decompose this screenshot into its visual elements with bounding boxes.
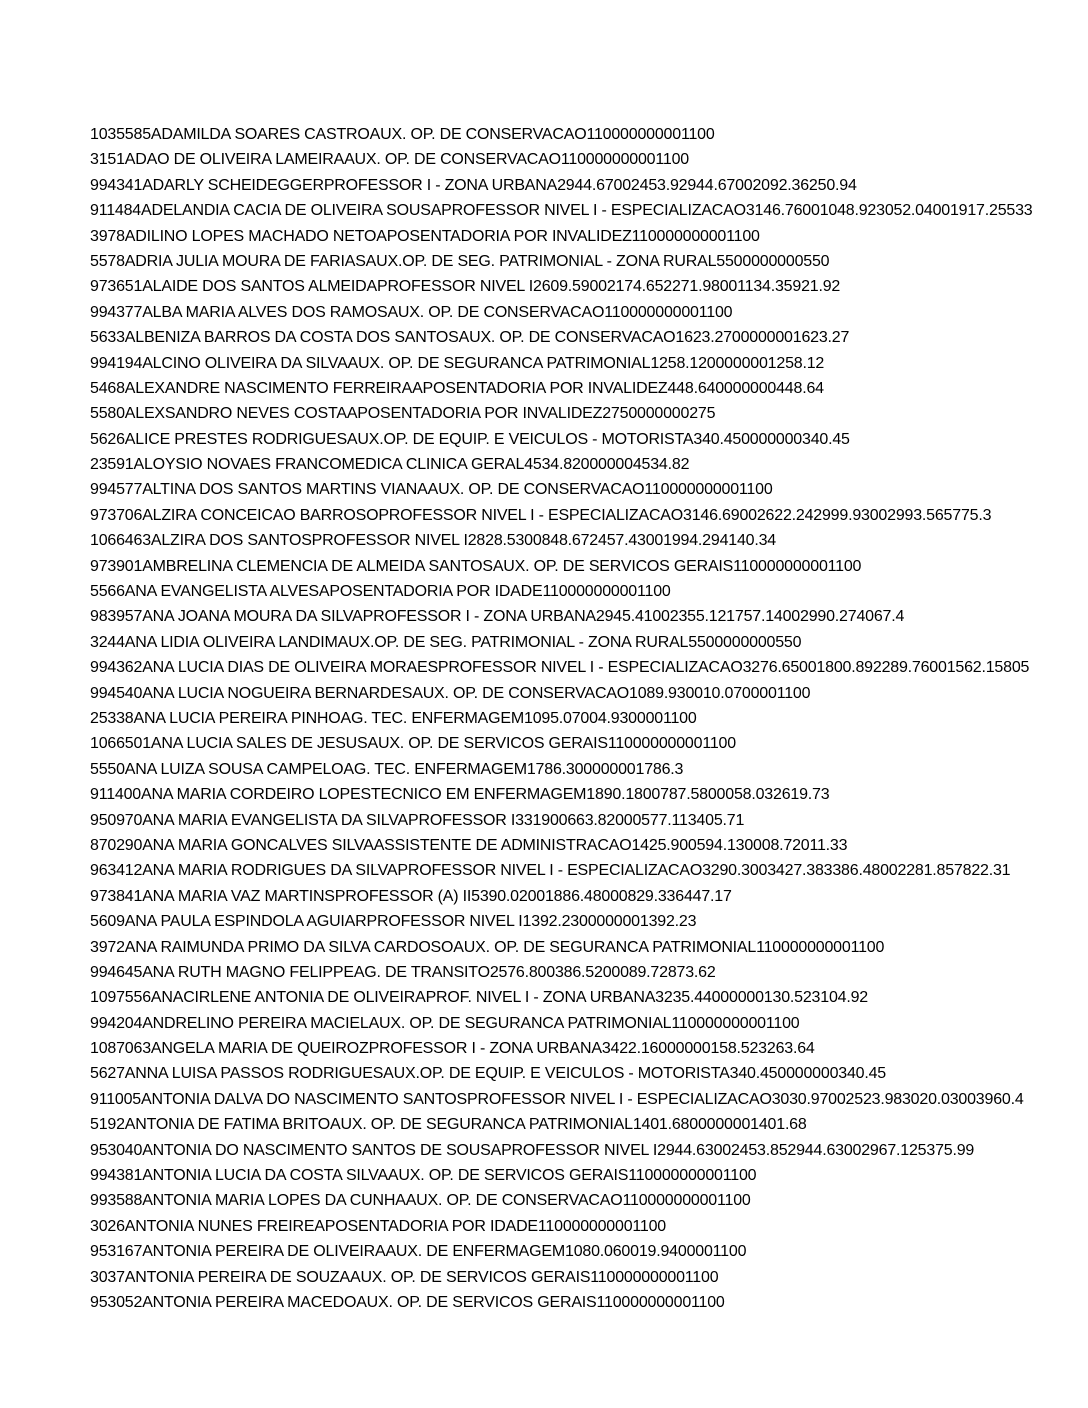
document-line: 994204ANDRELINO PEREIRA MACIELAUX. OP. DE SEGURANCA PATRIMONIAL110000000001100 — [90, 1014, 800, 1032]
document-line: 994194ALCINO OLIVEIRA DA SILVAAUX. OP. DE SEGURANCA PATRIMONIAL1258.1200000001258.12 — [90, 354, 825, 372]
document-line: 5627ANNA LUISA PASSOS RODRIGUESAUX.OP. DE EQUIP. E VEICULOS - MOTORISTA340.450000000340.45 — [90, 1065, 887, 1083]
document-line: 3978ADILINO LOPES MACHADO NETOAPOSENTADORIA POR INVALIDEZ110000000001100 — [90, 227, 760, 245]
document-line: 3244ANA LIDIA OLIVEIRA LANDIMAUX.OP. DE SEG. PATRIMONIAL - ZONA RURAL5500000000550 — [90, 633, 802, 651]
document-text-block — [90, 122, 1088, 1315]
document-line: 5633ALBENIZA BARROS DA COSTA DOS SANTOSAUX. OP. DE CONSERVACAO1623.2700000001623.27 — [90, 329, 850, 347]
document-line: 1035585ADAMILDA SOARES CASTROAUX. OP. DE CONSERVACAO110000000001100 — [90, 126, 715, 143]
document-line: 994540ANA LUCIA NOGUEIRA BERNARDESAUX. OP. DE CONSERVACAO1089.930010.0700001100 — [90, 684, 811, 702]
document-line: 973651ALAIDE DOS SANTOS ALMEIDAPROFESSOR NIVEL I2609.59002174.652271.98001134.35921.92 — [90, 278, 841, 296]
document-line: 1066501ANA LUCIA SALES DE JESUSAUX. OP. DE SERVICOS GERAIS110000000001100 — [90, 735, 736, 753]
document-line: 994362ANA LUCIA DIAS DE OLIVEIRA MORAESPROFESSOR NIVEL I - ESPECIALIZACAO3276.65001800.892289.76001562.15805 — [90, 659, 1030, 677]
document-line: 5566ANA EVANGELISTA ALVESAPOSENTADORIA POR IDADE110000000001100 — [90, 583, 671, 601]
document-line: 3972ANA RAIMUNDA PRIMO DA SILVA CARDOSOAUX. OP. DE SEGURANCA PATRIMONIAL110000000001100 — [90, 938, 885, 956]
document-line: 911005ANTONIA DALVA DO NASCIMENTO SANTOSPROFESSOR NIVEL I - ESPECIALIZACAO3030.97002523.983020.03003960.4 — [90, 1090, 1024, 1108]
document-line: 973901AMBRELINA CLEMENCIA DE ALMEIDA SANTOSAUX. OP. DE SERVICOS GERAIS110000000001100 — [90, 557, 862, 575]
document-line: 5468ALEXANDRE NASCIMENTO FERREIRAAPOSENTADORIA POR INVALIDEZ448.640000000448.64 — [90, 379, 824, 397]
document-line: 5580ALEXSANDRO NEVES COSTAAPOSENTADORIA POR INVALIDEZ2750000000275 — [90, 405, 716, 423]
document-line: 5550ANA LUIZA SOUSA CAMPELOAG. TEC. ENFERMAGEM1786.300000001786.3 — [90, 760, 684, 778]
document-line: 953040ANTONIA DO NASCIMENTO SANTOS DE SOUSAPROFESSOR NIVEL I2944.63002453.852944.63002967.125375.99 — [90, 1141, 975, 1159]
document-line: 911400ANA MARIA CORDEIRO LOPESTECNICO EM ENFERMAGEM1890.1800787.5800058.032619.73 — [90, 786, 830, 804]
document-line: 963412ANA MARIA RODRIGUES DA SILVAPROFESSOR NIVEL I - ESPECIALIZACAO3290.3003427.383386.48002281.857822.31 — [90, 862, 1011, 880]
document-line: 973841ANA MARIA VAZ MARTINSPROFESSOR (A) II5390.02001886.48000829.336447.17 — [90, 887, 732, 905]
document-line: 870290ANA MARIA GONCALVES SILVAASSISTENTE DE ADMINISTRACAO1425.900594.130008.72011.33 — [90, 836, 848, 854]
document-line: 994577ALTINA DOS SANTOS MARTINS VIANAAUX. OP. DE CONSERVACAO110000000001100 — [90, 481, 773, 499]
document-line: 3026ANTONIA NUNES FREIREAPOSENTADORIA POR IDADE110000000001100 — [90, 1217, 667, 1235]
document-line: 950970ANA MARIA EVANGELISTA DA SILVAPROFESSOR I331900663.82000577.113405.71 — [90, 811, 745, 829]
document-line: 994377ALBA MARIA ALVES DOS RAMOSAUX. OP. DE CONSERVACAO110000000001100 — [90, 303, 733, 321]
document-line: 994645ANA RUTH MAGNO FELIPPEAG. DE TRANSITO2576.800386.5200089.72873.62 — [90, 963, 716, 981]
document-line: 1087063ANGELA MARIA DE QUEIROZPROFESSOR I - ZONA URBANA3422.16000000158.523263.64 — [90, 1040, 815, 1058]
document-line: 994381ANTONIA LUCIA DA COSTA SILVAAUX. OP. DE SERVICOS GERAIS110000000001100 — [90, 1167, 757, 1185]
document-line: 953052ANTONIA PEREIRA MACEDOAUX. OP. DE SERVICOS GERAIS110000000001100 — [90, 1293, 725, 1311]
document-line: 23591ALOYSIO NOVAES FRANCOMEDICA CLINICA GERAL4534.820000004534.82 — [90, 456, 690, 474]
document-line: 993588ANTONIA MARIA LOPES DA CUNHAAUX. OP. DE CONSERVACAO110000000001100 — [90, 1192, 751, 1210]
document-line: 983957ANA JOANA MOURA DA SILVAPROFESSOR I - ZONA URBANA2945.41002355.121757.14002990.274067.4 — [90, 608, 905, 626]
document-line: 3037ANTONIA PEREIRA DE SOUZAAUX. OP. DE SERVICOS GERAIS110000000001100 — [90, 1268, 719, 1286]
document-line: 3151ADAO DE OLIVEIRA LAMEIRAAUX. OP. DE CONSERVACAO110000000001100 — [90, 151, 689, 169]
document-line: 5626ALICE PRESTES RODRIGUESAUX.OP. DE EQUIP. E VEICULOS - MOTORISTA340.450000000340.45 — [90, 430, 850, 448]
document-line: 911484ADELANDIA CACIA DE OLIVEIRA SOUSAPROFESSOR NIVEL I - ESPECIALIZACAO3146.76001048.923052.04001917.25533 — [90, 202, 1033, 220]
document-line: 973706ALZIRA CONCEICAO BARROSOPROFESSOR NIVEL I - ESPECIALIZACAO3146.69002622.242999.93002993.565775.3 — [90, 506, 992, 524]
document-line: 953167ANTONIA PEREIRA DE OLIVEIRAAUX. DE ENFERMAGEM1080.060019.9400001100 — [90, 1243, 747, 1261]
document-line: 1066463ALZIRA DOS SANTOSPROFESSOR NIVEL I2828.5300848.672457.43001994.294140.34 — [90, 532, 777, 550]
document-line: 25338ANA LUCIA PEREIRA PINHOAG. TEC. ENFERMAGEM1095.07004.9300001100 — [90, 709, 697, 727]
document-line: 1097556ANACIRLENE ANTONIA DE OLIVEIRAPROF. NIVEL I - ZONA URBANA3235.44000000130.523104.92 — [90, 989, 868, 1007]
document-line: 994341ADARLY SCHEIDEGGERPROFESSOR I - ZONA URBANA2944.67002453.92944.67002092.36250.94 — [90, 176, 857, 194]
document-line: 5578ADRIA JULIA MOURA DE FARIASAUX.OP. DE SEG. PATRIMONIAL - ZONA RURAL5500000000550 — [90, 252, 830, 270]
document-line: 5192ANTONIA DE FATIMA BRITOAUX. OP. DE SEGURANCA PATRIMONIAL1401.6800000001401.68 — [90, 1116, 807, 1134]
document-line: 5609ANA PAULA ESPINDOLA AGUIARPROFESSOR NIVEL I1392.2300000001392.23 — [90, 913, 697, 931]
